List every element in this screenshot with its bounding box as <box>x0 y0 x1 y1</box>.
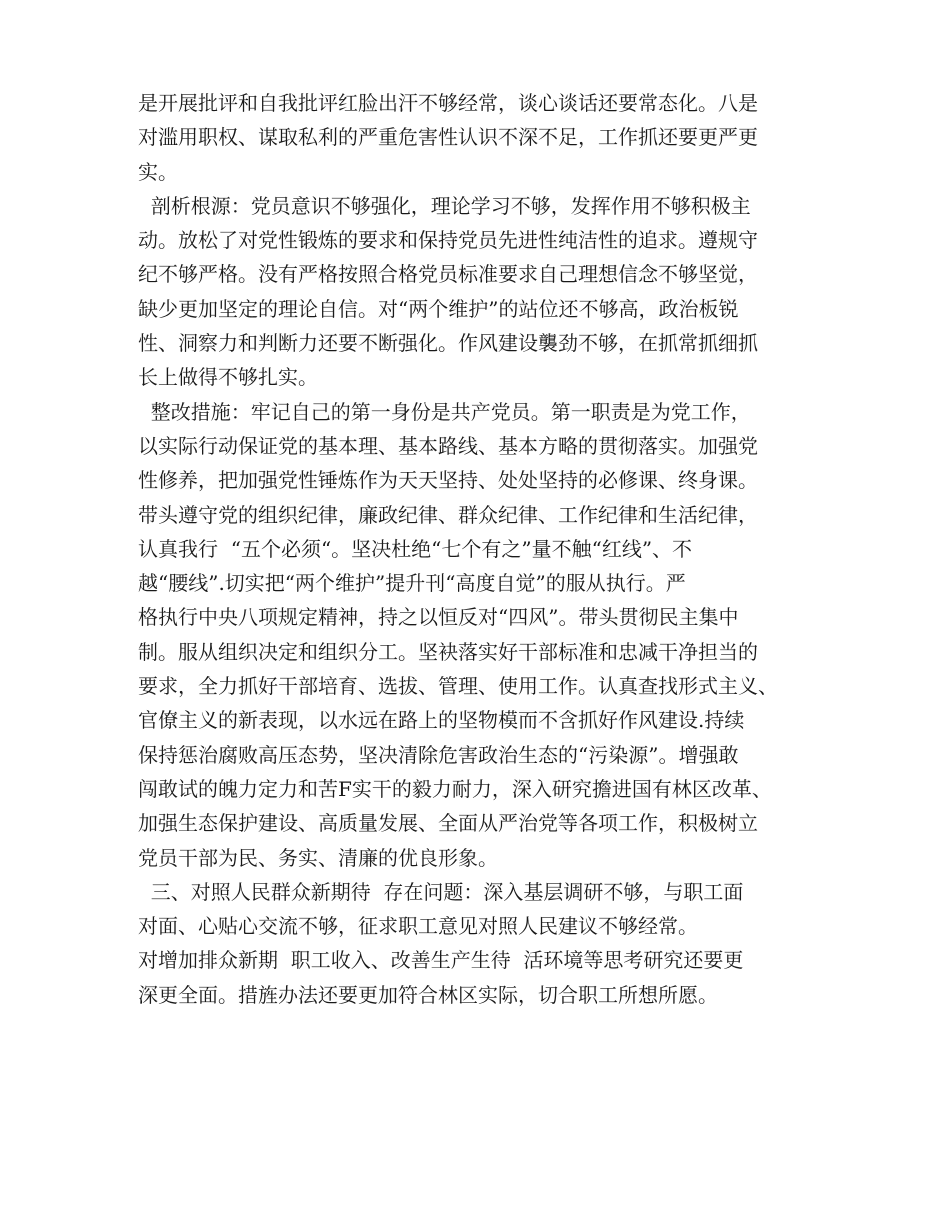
text-line: 格执行中央八项规定精神，持之以恒反对“四风”。带头贯彻民主集中 <box>138 605 739 630</box>
text-line: 整改措施：牢记自己的第一身份是共产党员。第一职责是为党工作， <box>138 399 751 424</box>
text-line: 三、对照人民群众新期待 存在问题：深入基层调研不够，与职工面 <box>138 879 744 904</box>
text-line: 是开展批评和自我批评红脸出汗不够经常，谈心谈话还要常态化。八是 <box>138 91 758 115</box>
text-line: 缺少更加坚定的理论自信。对“两个维护”的站位还不够高，政治板锐 <box>138 296 739 321</box>
text-line: 带头遵守党的组织纪律，廉政纪律、群众纪律、工作纪律和生活纪律， <box>138 502 758 527</box>
text-line: 对面、心贴心交流不够，征求职工意见对照人民建议不够经常。 <box>138 914 698 939</box>
text-line: 对增加排众新期 职工收入、改善生产生待 活环境等思考研究还要更 <box>138 948 744 973</box>
text-line: 对滥用职权、谋取私利的严重危害性认识不深不足，工作抓还要更严更 <box>138 125 758 150</box>
text-line: 保持惩治腐败高压态势，坚决清除危害政治生态的“污染源”。增强敢 <box>138 742 739 767</box>
text-line: 动。放松了对党性锻炼的要求和保持党员先进性纯洁性的追求。遵规守 <box>138 228 758 253</box>
text-line: 剖析根源：党员意识不够强化，理论学习不够，发挥作用不够积极主 <box>138 193 751 218</box>
text-line: 加强生态保护建设、高质量发展、全面从严治党等各项工作，积极树立 <box>138 811 758 836</box>
text-line: 认真我行 “五个必须“。坚决杜绝“七个有之”量不触“红线”、不 <box>138 536 693 561</box>
text-line: 深更全面。措旌办法还要更加符合林区实际，切合职工所想所愿。 <box>138 982 718 1007</box>
text-line: 官僚主义的新表现，以水远在路上的坚物模而不含抓好作风建设.持续 <box>138 708 745 733</box>
text-line: 越“腰线”.切实把“两个维护”提升刊“高度自觉”的服从执行。严 <box>138 571 686 596</box>
text-line: 性修养，把加强党性锤炼作为天天坚持、处处坚持的必修课、终身课。 <box>138 468 758 493</box>
text-line: 实。 <box>138 159 178 184</box>
text-line: 要求，全力抓好干部培育、选拔、管理、使用工作。认真查找形式主义、 <box>138 674 778 699</box>
document-page <box>138 86 818 1012</box>
text-line: 长上做得不够扎实。 <box>138 365 318 390</box>
text-line: 闯敢试的魄力定力和苦F实干的毅力耐力，深入研究擔进国有林区改革、 <box>138 776 772 801</box>
text-line: 纪不够严格。没有严格按照合格党员标准要求自己理想信念不够坚觉， <box>138 262 758 287</box>
text-line: 党员干部为民、务实、清廉的优良形象。 <box>138 845 498 870</box>
text-line: 以实际行动保证党的基本理、基本路线、基本方略的贯彻落实。加强党 <box>138 433 758 458</box>
text-line: 制。服从组织决定和组织分工。坚袂落实好干部标准和忠减干净担当的 <box>138 639 758 664</box>
text-line: 性、洞察力和判断力还要不断强化。作风建设襲劲不够，在抓常抓细抓 <box>138 331 758 356</box>
